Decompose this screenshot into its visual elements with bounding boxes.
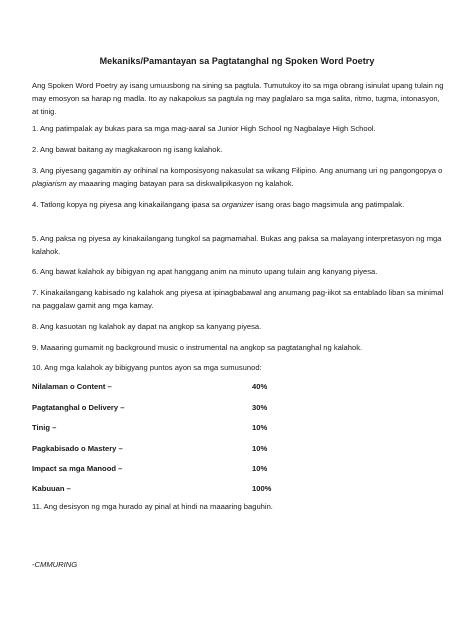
signature: -CMMURING — [32, 560, 78, 569]
rule-2: 2. Ang bawat baitang ay magkakaroon ng isang kalahok. — [32, 145, 223, 154]
rule-4-text: 4. Tatlong kopya ng piyesa ang kinakailangang ipasa sa — [32, 200, 222, 209]
criteria-label: Pagtatanghal o Delivery – — [32, 403, 125, 412]
rule-3-text: 3. Ang piyesang gagamitin ay orihinal na komposisyong nakasulat sa wikang Filipino. Ang anumang uri ng pangongopya o — [32, 166, 443, 175]
criteria-label: Kabuuan – — [32, 484, 71, 493]
criteria-value: 10% — [252, 423, 268, 432]
rule-11: 11. Ang desisyon ng mga hurado ay pinal at hindi na maaaring baguhin. — [32, 502, 273, 511]
rule-4-tail: isang oras bago magsimula ang patimpalak. — [253, 200, 405, 209]
criteria-label: Nilalaman o Content – — [32, 382, 112, 391]
rule-3 — [32, 164, 444, 190]
rule-3-tail: ay maaaring maging batayan para sa diskwalipikasyon ng kalahok. — [66, 179, 294, 188]
criteria-value: 100% — [252, 484, 272, 493]
rule-8: 8. Ang kasuotan ng kalahok ay dapat na angkop sa kanyang piyesa. — [32, 322, 262, 331]
criteria-value: 40% — [252, 382, 268, 391]
rule-5: 5. Ang paksa ng piyesa ay kinakailangang tungkol sa pagmamahal. Bukas ang paksa sa malayang interpretasyon ng mga kalahok. — [32, 234, 442, 256]
rule-7: 7. Kinakailangang kabisado ng kalahok ang piyesa at ipinagbabawal ang anumang pag-iikot sa entablado liban sa minimal na paggalaw gamit ang mga kamay. — [32, 288, 444, 310]
criteria-value: 10% — [252, 464, 268, 473]
rule-4 — [32, 198, 444, 211]
rule-4-italic: organizer — [221, 200, 254, 209]
rule-6: 6. Ang bawat kalahok ay bibigyan ng apat hanggang anim na minuto upang tulain ang kanyang piyesa. — [32, 267, 378, 276]
rule-9: 9. Maaaring gumamit ng background music o instrumental na angkop sa pagtatanghal ng kalahok. — [32, 343, 363, 352]
document-title: Mekaniks/Pamantayan sa Pagtatanghal ng Spoken Word Poetry — [99, 56, 375, 66]
criteria-label: Pagkabisado o Mastery – — [32, 444, 123, 453]
rule-10: 10. Ang mga kalahok ay bibigyang puntos ayon sa mga sumusunod: — [32, 363, 262, 372]
rule-1: 1. Ang patimpalak ay bukas para sa mga mag-aaral sa Junior High School ng Nagbalaye High School. — [32, 124, 376, 133]
criteria-value: 10% — [252, 444, 268, 453]
criteria-value: 30% — [252, 403, 268, 412]
intro-paragraph: Ang Spoken Word Poetry ay isang umuusbong na sining sa pagtula. Tumutukoy ito sa mga obrang isinulat upang tulain ng may emosyon sa harap ng madla. Ito ay nakapokus sa pagtula ng may paglalaro sa mga salita, ritmo, tugma, intonasyon, at tinig. — [32, 81, 444, 116]
criteria-label: Impact sa mga Manood – — [32, 464, 123, 473]
criteria-label: Tinig – — [32, 423, 57, 432]
rule-3-italic: plagiarism — [32, 179, 67, 188]
